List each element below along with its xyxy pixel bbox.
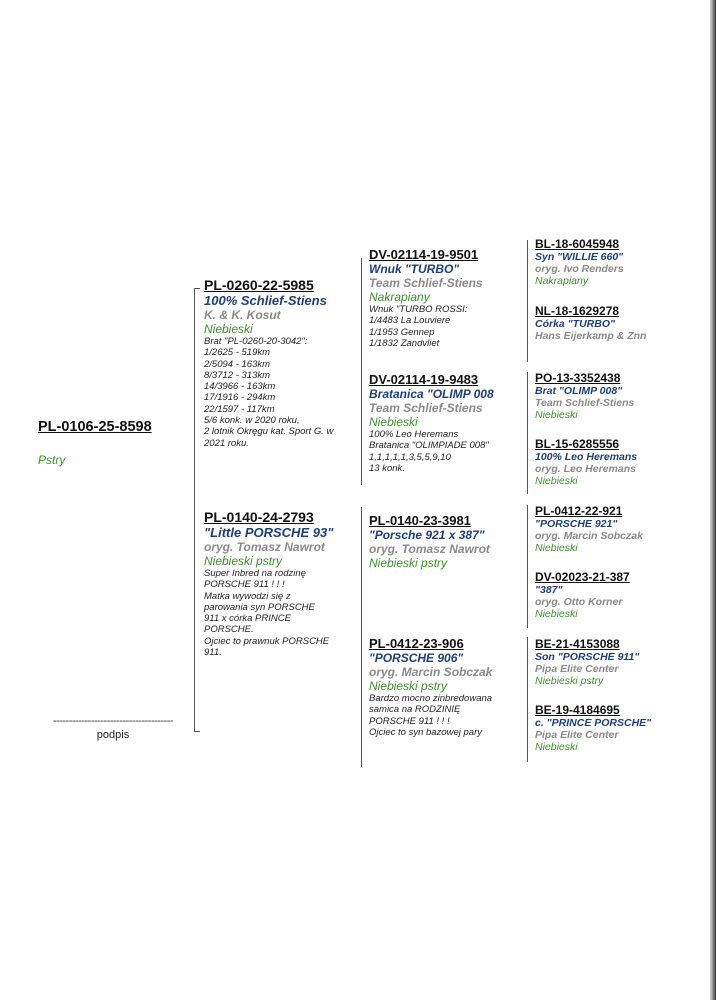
- ancestor-color: Niebieski: [535, 542, 578, 554]
- bracket-gen1-bottom-tick: [194, 731, 200, 732]
- sire-note-line: 2 lotnik Okręgu kat. Sport G. w: [204, 426, 334, 438]
- sire-dam-note-line: 1,1,1,1,1,3,5,5,9,10: [369, 451, 451, 463]
- ancestor-ring: NL-18-1629278: [535, 304, 620, 318]
- ancestor-color: Niebieski pstry: [535, 675, 604, 687]
- dam-dam-note-line: PORSCHE 911 ! ! !: [369, 715, 450, 727]
- bracket-gen1-vertical: [194, 288, 195, 732]
- dam-dam-note-line: samica na RODZINIĘ: [369, 704, 461, 716]
- ancestor-card: [535, 371, 703, 421]
- dam-note-line: PORSCHE.: [204, 624, 254, 636]
- sire-dam-ring: DV-02114-19-9483: [369, 372, 479, 387]
- ancestor-color: Niebieski: [535, 475, 578, 487]
- ancestor-card: [535, 703, 703, 753]
- bracket-ss-vertical: [527, 240, 528, 362]
- sire-note-line: Brat "PL-0260-20-3042":: [204, 336, 308, 347]
- ancestor-card: [535, 570, 703, 620]
- ancestor-name: Syn "WILLIE 660": [535, 251, 624, 263]
- sire-note-line: 1/2625 - 519km: [204, 347, 271, 359]
- dam-notes: [204, 568, 360, 658]
- dam-sire-card: [369, 513, 521, 570]
- ancestor-color: Niebieski: [535, 409, 578, 421]
- dam-owner: oryg. Tomasz Nawrot: [204, 540, 325, 554]
- sire-sire-note-line: 1/1953 Gennep: [369, 326, 435, 338]
- sire-sire-owner: Team Schlief-Stiens: [369, 276, 483, 290]
- sire-sire-color: Nakrapiany: [369, 290, 430, 304]
- ancestor-owner: oryg. Leo Heremans: [535, 463, 636, 475]
- dam-dam-note-line: Ojciec to syn bazowej pary: [369, 726, 482, 738]
- ancestor-name: c. "PRINCE PORSCHE": [535, 717, 652, 729]
- ancestor-owner: Pipa Elite Center: [535, 663, 619, 675]
- ancestor-card: [535, 237, 703, 287]
- dam-note-line: 911.: [204, 647, 222, 659]
- bracket-dam-vertical: [361, 507, 362, 767]
- sire-note-line: 8/3712 - 313km: [204, 369, 271, 381]
- dam-dam-name: "PORSCHE 906": [369, 651, 464, 665]
- ancestor-owner: oryg. Ivo Renders: [535, 263, 624, 275]
- sire-dam-card: [369, 372, 521, 474]
- ancestor-card: [535, 437, 703, 487]
- ancestor-owner: Pipa Elite Center: [535, 729, 619, 741]
- page-edge-shadow: [710, 0, 716, 1000]
- sire-color: Niebieski: [204, 322, 253, 336]
- dam-dam-color: Niebieski pstry: [369, 679, 448, 693]
- ancestor-color: Nakrapiany: [535, 275, 589, 287]
- ancestor-ring: BE-21-4153088: [535, 637, 620, 651]
- dam-ring: PL-0140-24-2793: [204, 509, 314, 525]
- ancestor-card: [535, 304, 703, 342]
- ancestor-color: Niebieski: [535, 608, 578, 620]
- dam-dam-note-line: Bardzo mocno zinbredowana: [369, 693, 493, 704]
- dam-dam-owner: oryg. Marcin Sobczak: [369, 665, 493, 679]
- sire-sire-note-line: 1/4483 La Louviere: [369, 315, 451, 327]
- bracket-sire-vertical: [361, 258, 362, 485]
- sire-note-line: 17/1916 - 294km: [204, 392, 276, 404]
- ancestor-ring: BL-18-6045948: [535, 237, 620, 251]
- dam-sire-color: Niebieski pstry: [369, 556, 448, 570]
- sire-dam-note-line: Bratanica "OLIMPIADE 008": [369, 440, 489, 452]
- signature-label: podpis: [96, 729, 130, 741]
- dam-note-line: parowania syn PORSCHE: [204, 601, 315, 613]
- ancestor-ring: BL-15-6285556: [535, 437, 620, 451]
- sire-dam-name: Bratanica "OLIMP 008: [369, 387, 494, 401]
- ancestor-name: Son "PORSCHE 911": [535, 651, 640, 663]
- sire-dam-note-line: 100% Leo Heremans: [369, 429, 459, 440]
- sire-sire-card: [369, 247, 521, 349]
- dam-note-line: Matka wywodzi się z: [204, 590, 291, 602]
- ancestor-name: Córka "TURBO": [535, 318, 615, 330]
- dam-sire-name: "Porsche 921 x 387": [369, 528, 485, 542]
- sire-note-line: 2/5094 - 163km: [204, 358, 271, 370]
- sire-sire-note-line: Wnuk "TURBO ROSSI:: [369, 304, 468, 315]
- bracket-dd-vertical: [527, 637, 528, 762]
- sire-sire-name: Wnuk "TURBO": [369, 262, 460, 276]
- ancestor-owner: oryg. Otto Korner: [535, 596, 623, 608]
- dam-dam-card: [369, 636, 521, 738]
- dam-note-line: 911 x córka PRINCE: [204, 613, 291, 625]
- sire-note-line: 5/6 konk. w 2020 roku,: [204, 415, 300, 427]
- ancestor-owner: Hans Eijerkamp & Znn: [535, 330, 647, 342]
- sire-sire-note-line: 1/1832 Zandvliet: [369, 337, 440, 349]
- ancestor-card: [535, 637, 703, 687]
- ancestor-name: "PORSCHE 921": [535, 518, 618, 530]
- sire-dam-color: Niebieski: [369, 415, 418, 429]
- sire-ring: PL-0260-22-5985: [204, 277, 314, 293]
- sire-sire-ring: DV-02114-19-9501: [369, 247, 479, 262]
- ancestor-ring: BE-19-4184695: [535, 703, 620, 717]
- subject-ring: PL-0106-25-8598: [38, 419, 152, 435]
- sire-dam-note-line: 13 konk.: [369, 462, 405, 474]
- bracket-ds-vertical: [527, 505, 528, 628]
- sire-note-line: 22/1597 - 117km: [204, 403, 275, 415]
- sire-notes: [204, 336, 360, 449]
- dam-sire-owner: oryg. Tomasz Nawrot: [369, 542, 490, 556]
- bracket-gen1-top-tick: [194, 288, 200, 289]
- dam-name: "Little PORSCHE 93": [204, 525, 334, 540]
- ancestor-ring: PO-13-3352438: [535, 371, 621, 385]
- signature-line: --------------------------------------: [52, 715, 174, 727]
- ancestor-ring: DV-02023-21-387: [535, 570, 630, 584]
- sire-name: 100% Schlief-Stiens: [204, 293, 327, 308]
- sire-dam-owner: Team Schlief-Stiens: [369, 401, 483, 415]
- ancestor-owner: Team Schlief-Stiens: [535, 397, 635, 409]
- ancestor-name: Brat "OLIMP 008": [535, 385, 623, 397]
- ancestor-color: Niebieski: [535, 741, 578, 753]
- signature-area: [44, 715, 182, 741]
- sire-note-line: 2021 roku.: [204, 437, 249, 449]
- dam-note-line: Ojciec to prawnuk PORSCHE: [204, 635, 330, 647]
- sire-note-line: 14/3966 - 163km: [204, 381, 276, 393]
- dam-card: [204, 509, 360, 658]
- ancestor-ring: PL-0412-22-921: [535, 504, 623, 518]
- dam-note-line: Super Inbred na rodzinę: [204, 568, 306, 579]
- dam-dam-ring: PL-0412-23-906: [369, 636, 464, 651]
- dam-color: Niebieski pstry: [204, 554, 283, 568]
- subject-pigeon: [38, 419, 152, 467]
- ancestor-owner: oryg. Marcin Sobczak: [535, 530, 643, 542]
- sire-card: [204, 277, 360, 449]
- bracket-sd-vertical: [527, 372, 528, 494]
- ancestor-name: 100% Leo Heremans: [535, 451, 638, 463]
- sire-owner: K. & K. Kosut: [204, 308, 281, 322]
- ancestor-name: "387": [535, 584, 563, 596]
- subject-color: Pstry: [38, 453, 66, 467]
- dam-note-line: PORSCHE 911 ! ! !: [204, 579, 285, 591]
- ancestor-card: [535, 504, 703, 554]
- dam-sire-ring: PL-0140-23-3981: [369, 513, 471, 528]
